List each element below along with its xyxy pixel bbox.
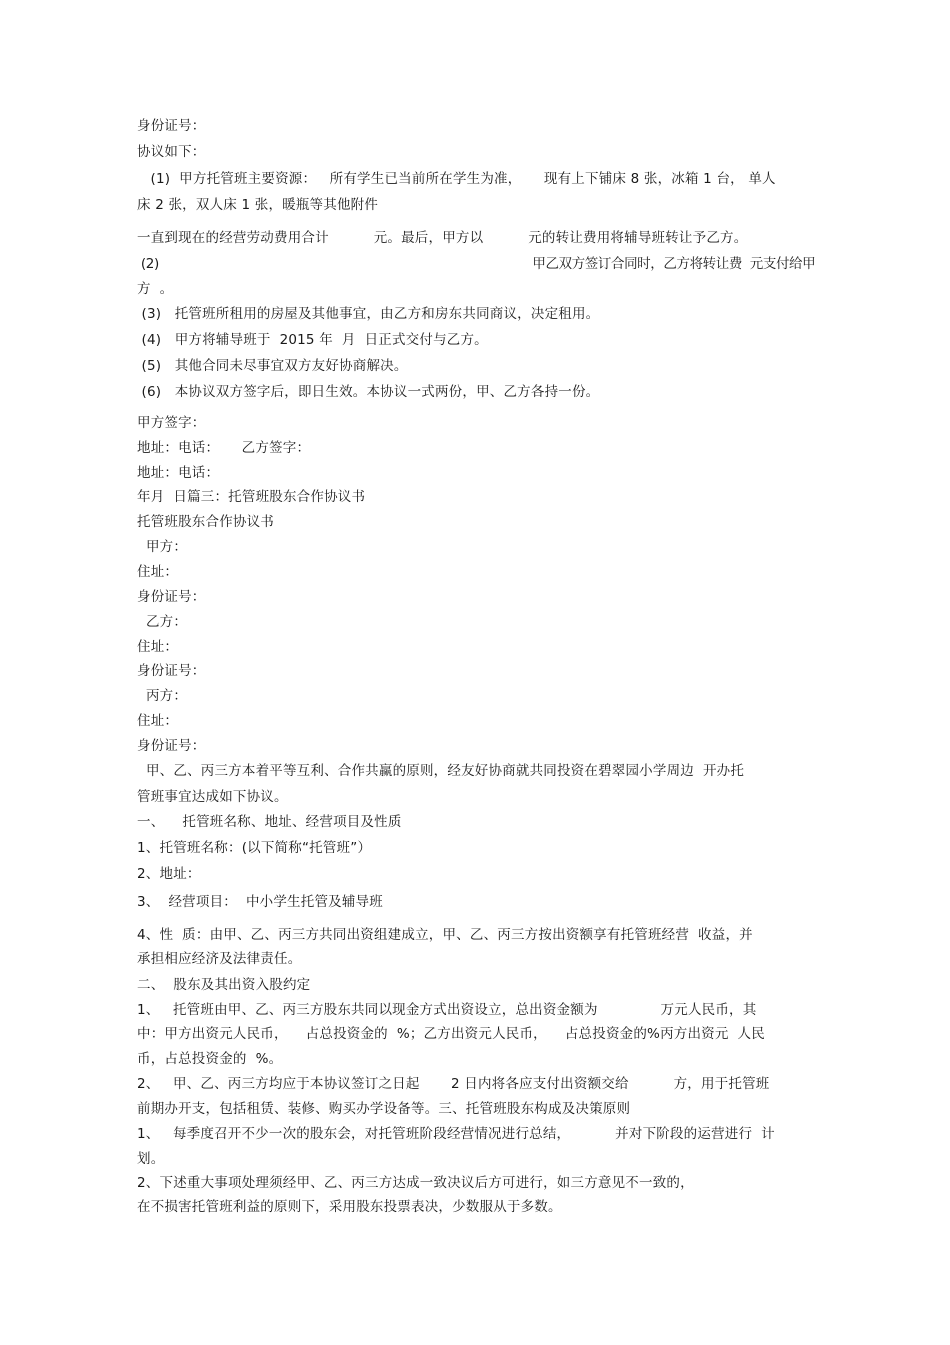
- text-line: 2、地址：: [137, 866, 201, 882]
- text-line: (2) 甲乙双方签订合同时，乙方将转让费 元支付给甲: [137, 256, 816, 272]
- text-line: (5) 其他合同未尽事宜双方友好协商解决。: [137, 358, 408, 374]
- text-line: 管班事宜达成如下协议。: [137, 789, 288, 805]
- text-line: (3) 托管班所租用的房屋及其他事宜，由乙方和房东共同商议，决定租用。: [137, 306, 600, 322]
- text-line: 3、 经营项目： 中小学生托管及辅导班: [137, 894, 383, 910]
- text-line: 地址：电话：: [137, 465, 220, 481]
- text-line: 二、 股东及其出资入股约定: [137, 977, 311, 993]
- text-line: 2、 甲、乙、丙三方均应于本协议签订之日起 2 日内将各应支付出资额交给 方，用于托管班: [137, 1076, 770, 1092]
- text-line: 1、 每季度召开不少一次的股东会，对托管班阶段经营情况进行总结， 并对下阶段的运营进行 计: [137, 1126, 775, 1142]
- text-line: 年月 日篇三：托管班股东合作协议书: [137, 489, 366, 505]
- text-line: (6) 本协议双方签字后，即日生效。本协议一式两份，甲、乙方各持一份。: [137, 384, 600, 400]
- text-line: 甲方：: [137, 539, 188, 555]
- text-line: 前期办开支，包括租赁、装修、购买办学设备等。三、托管班股东构成及决策原则: [137, 1101, 631, 1117]
- text-line: 乙方：: [137, 614, 188, 630]
- text-line: 身份证号：: [137, 738, 206, 754]
- text-line: 托管班股东合作协议书: [137, 514, 274, 530]
- text-line: 丙方：: [137, 688, 188, 704]
- text-line: 1、 托管班由甲、乙、丙三方股东共同以现金方式出资设立，总出资金额为 万元人民币，其: [137, 1002, 757, 1018]
- text-line: 划。: [137, 1151, 165, 1167]
- text-line: 中：甲方出资元人民币， 占总投资金的 %；乙方出资元人民币， 占总投资金的%丙方出资元 人民: [137, 1026, 765, 1042]
- text-line: 身份证号：: [137, 589, 206, 605]
- text-line: 住址：: [137, 713, 179, 729]
- text-line: 住址：: [137, 564, 179, 580]
- text-line: 2、下述重大事项处理须经甲、乙、丙三方达成一致决议后方可进行，如三方意见不一致的，: [137, 1175, 694, 1191]
- text-line: 1、托管班名称：(以下简称“托管班”）: [137, 840, 372, 856]
- text-line: 住址：: [137, 639, 179, 655]
- text-line: (1) 甲方托管班主要资源： 所有学生已当前所在学生为准， 现有上下铺床 8 张，冰箱 1 台， 单人: [137, 171, 776, 187]
- text-line: 身份证号：: [137, 118, 206, 134]
- text-line: 一、 托管班名称、地址、经营项目及性质: [137, 814, 402, 830]
- text-line: 在不损害托管班利益的原则下，采用股东投票表决，少数服从于多数。: [137, 1199, 562, 1215]
- text-line: 承担相应经济及法律责任。: [137, 951, 302, 967]
- text-line: 协议如下：: [137, 144, 206, 160]
- text-line: 一直到现在的经营劳动费用合计 元。最后，甲方以 元的转让费用将辅导班转让予乙方。: [137, 230, 748, 246]
- text-line: 方 。: [137, 281, 174, 297]
- text-line: (4) 甲方将辅导班于 2015 年 月 日正式交付与乙方。: [137, 332, 488, 348]
- text-line: 4、性 质：由甲、乙、丙三方共同出资组建成立，甲、乙、丙三方按出资额享有托管班经营 收益，并: [137, 927, 753, 943]
- text-line: 甲、乙、丙三方本着平等互利、合作共赢的原则，经友好协商就共同投资在碧翠园小学周边 开办托: [137, 763, 745, 779]
- text-line: 身份证号：: [137, 663, 206, 679]
- text-line: 床 2 张，双人床 1 张，暖瓶等其他附件: [137, 197, 379, 213]
- text-line: 地址：电话： 乙方签字：: [137, 440, 311, 456]
- text-line: 甲方签字：: [137, 415, 206, 431]
- text-line: 币，占总投资金的 %。: [137, 1051, 283, 1067]
